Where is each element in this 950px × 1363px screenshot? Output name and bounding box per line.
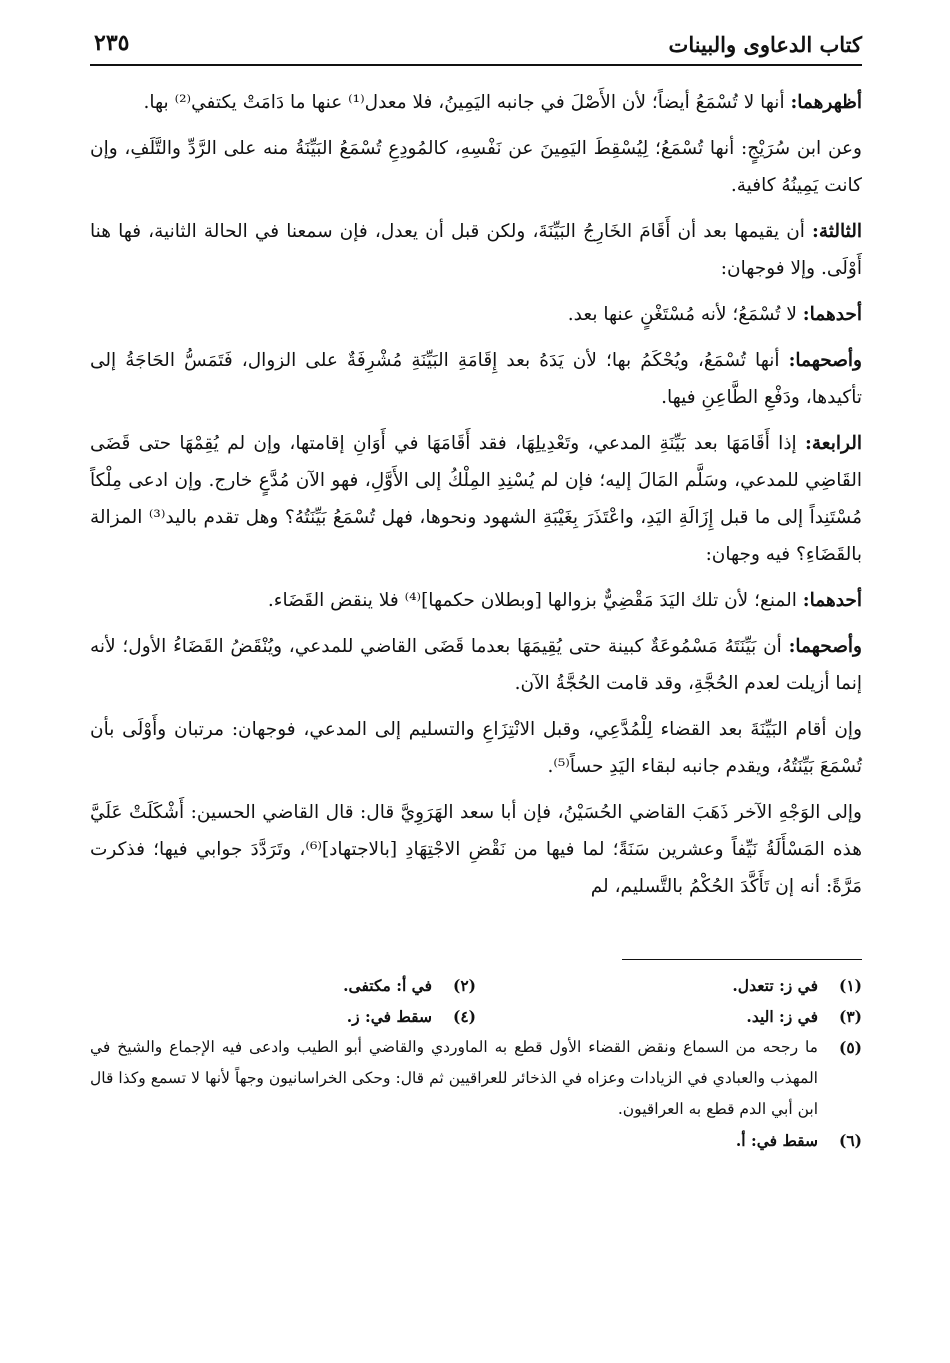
footnote-separator xyxy=(622,959,862,960)
paragraph-text: إذا أَقَامَهَا بعد بَيِّنَةِ المدعي، وتَعْدِيلِهَا، فقد أَقَامَهَا في أَوَانِ إقامتها، وإن لم يُقِمْهَا حتى قَضَى القَاضِي للمدعي، وسَلَّم المَالَ إليه؛ فإن لم يُسْنِدِ المِلْكُ إلى الأَوَّلِ، فهو الآن مُدَّعٍ خارج. وإن ادعى مِلْكاً مُسْتَنِداً إلى ما قبل إِزَالَةِ اليَدِ، واعْتَذَرَ بِغَيْبَةِ الشهود ونحوها، فهل تُسْمَعُ بَيِّنَتُهُ؟ وهل تقدم باليد⁽³⁾ المزالة بالقَضَاءِ؟ فيه وجهان: xyxy=(90,433,862,565)
paragraph-lead: أظهرهما: xyxy=(790,92,862,113)
paragraph-text: أنها تُسْمَعُ، ويُحْكَمُ بها؛ لأن يَدَهُ بعد إِقَامَةِ البَيِّنَةِ مُشْرِفَةٌ على الزوال، فَتَمَسُّ الحَاجَةُ إلى تأكيدها، ودَفْعِ الطَّاعِنِ فيها. xyxy=(90,350,862,408)
paragraph xyxy=(90,213,862,287)
footnote-text: سقط في: أ. xyxy=(735,1131,818,1150)
footnote-number: (٣) xyxy=(838,1007,862,1026)
footnote xyxy=(476,1001,862,1032)
footnote xyxy=(90,970,476,1001)
page-number: ٢٣٥ xyxy=(94,30,130,56)
footnote-text: في أ: مكتفى. xyxy=(343,976,432,995)
footnote-text: في ز: اليد. xyxy=(746,1007,818,1026)
paragraph-lead: الثالثة: xyxy=(812,221,862,242)
paragraph-text: وعن ابن سُرَيْجٍ: أنها تُسْمَعُ؛ لِيُسْقِطَ اليَمِينَ عن نَفْسِهِ، كالمُودِعِ تُسْمَعُ البَيِّنَةُ منه على الرَّدِّ والتَّلَفِ، وإن كانت يَمِينُهُ كافية. xyxy=(90,138,862,196)
paragraph-text: المنع؛ لأن تلك اليَدَ مَقْضِيٌّ بزوالها [وبطلان حكمها]⁽⁴⁾ فلا ينقض القَضَاء. xyxy=(267,590,803,611)
main-text xyxy=(90,84,862,905)
footnote-number: (٤) xyxy=(452,1007,476,1026)
paragraph xyxy=(90,794,862,905)
footnote xyxy=(476,970,862,1001)
footnote-number: (٦) xyxy=(838,1131,862,1150)
paragraph-text: أن يقيمها بعد أن أَقَامَ الخَارِجُ البَيِّنَةَ، ولكن قبل أن يعدل، فإن سمعنا في الحالة الثانية، فها هنا أَوْلَى. وإلا فوجهان: xyxy=(90,221,862,279)
paragraph-lead: وأصحهما: xyxy=(788,350,862,371)
paragraph-text: أن بَيِّنَتَهُ مَسْمُوعَةٌ كبينة حتى يُقِيمَهَا بعدما قَضَى القاضي للمدعي، ويُنْقَضُ القَضَاءُ الأول؛ لأنه إنما أزيلت لعدم الحُجَّةِ، وقد قامت الحُجَّةُ الآن. xyxy=(90,636,862,694)
paragraph xyxy=(90,296,862,333)
paragraph-lead: أحدهما: xyxy=(802,590,862,611)
paragraph xyxy=(90,130,862,204)
paragraph-lead: وأصحهما: xyxy=(788,636,862,657)
book-page xyxy=(90,28,862,1156)
footnote-text: في ز: تتعدل. xyxy=(732,976,818,995)
paragraph-lead: أحدهما: xyxy=(802,304,862,325)
footnote xyxy=(90,1032,862,1125)
paragraph xyxy=(90,425,862,573)
paragraph xyxy=(90,711,862,785)
footnote-number: (١) xyxy=(838,976,862,995)
footnotes xyxy=(90,970,862,1156)
paragraph-text: وإلى الوَجْهِ الآخر ذَهَبَ القاضي الحُسَيْنُ، فإن أبا سعد الهَرَوِيَّ قال: قال القاضي الحسين: أَشْكَلَتْ عَلَيَّ هذه المَسْأَلَةُ نَيِّفاً وعشرين سَنَةً؛ لما فيها من نَقْضِ الاجْتِهَادِ [بالاجتهاد]⁽⁶⁾، وتَرَدَّدَ جوابي فيها؛ فذكرت مَرَّةً: أنه إن تَأَكَّدَ الحُكْمُ بالتَّسليم، لم xyxy=(90,802,862,897)
footnote xyxy=(90,1001,476,1032)
footnote xyxy=(90,1125,862,1156)
running-title: كتاب الدعاوى والبينات xyxy=(668,32,862,57)
footnote-number: (٥) xyxy=(838,1038,862,1057)
footnote-text: ما رجحه من السماع ونقض القضاء الأول قطع به الماوردي والقاضي أبو الطيب وادعى فيه الإجماع والشيخ في المهذب والعبادي في الزيادات وعزاه في الذخائر للعراقيين ثم قال: وحكى الخراسانيون وجهاً لأنها لا تسمع وكذا قال ابن أبي الدم قطع به العراقيون. xyxy=(90,1038,818,1118)
paragraph xyxy=(90,582,862,619)
paragraph-text: وإن أقام البَيِّنَةَ بعد القضاء لِلْمُدَّعِي، وقبل الانْتِزَاعِ والتسليم إلى المدعي، فوجهان: مرتبان وأَوْلَى بأن تُسْمَعَ بَيِّنَتُهُ، ويقدم جانبه لبقاء اليَدِ حساً⁽⁵⁾. xyxy=(90,719,862,777)
footnote-text: سقط في: ز. xyxy=(346,1007,432,1026)
paragraph-text: لا تُسْمَعُ؛ لأنه مُسْتَغْنٍ عنها بعد. xyxy=(567,304,803,325)
running-header xyxy=(90,28,862,66)
footnote-row xyxy=(90,970,862,1001)
footnote-number: (٢) xyxy=(452,976,476,995)
paragraph xyxy=(90,84,862,121)
paragraph xyxy=(90,342,862,416)
footnote-row xyxy=(90,1001,862,1032)
paragraph-lead: الرابعة: xyxy=(805,433,862,454)
paragraph xyxy=(90,628,862,702)
paragraph-text: أنها لا تُسْمَعُ أيضاً؛ لأن الأَصْلَ في جانبه اليَمِينُ، فلا معدل⁽¹⁾ عنها ما دَامَتْ يكتفي⁽²⁾ بها. xyxy=(143,92,791,113)
